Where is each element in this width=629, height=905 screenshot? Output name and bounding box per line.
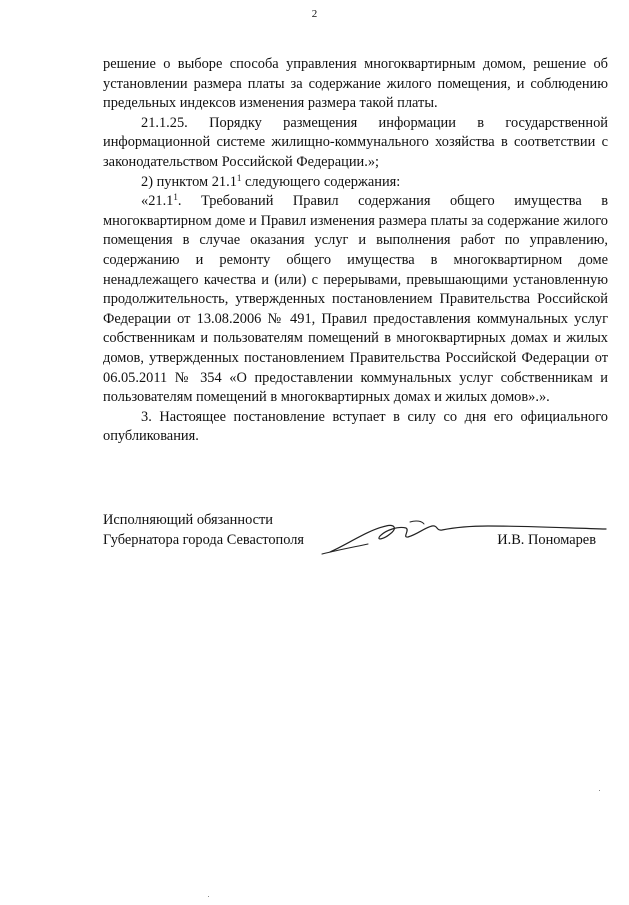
signatory-title [103, 511, 304, 550]
signatory-title-line-2: Губернатора города Севастополя [103, 531, 305, 548]
paragraph-4 [103, 192, 608, 408]
paragraph-2: 21.1.25. Порядку размещения информации в государственной информационной системе жилищно-коммунального хозяйства в соответствии с законодательством Российской Федерации.»; [103, 114, 608, 170]
paragraph-3 [103, 173, 608, 193]
paragraph-3-text-b: следующего содержания: [241, 173, 401, 190]
superscript: 1 [236, 172, 242, 183]
scan-speck [208, 896, 209, 897]
page-number: 2 [311, 8, 318, 20]
superscript: 1 [173, 192, 178, 203]
paragraph-4-text-a: «21.1 [141, 193, 174, 210]
paragraph-5: 3. Настоящее постановление вступает в силу со дня его официального опубликования. [103, 408, 608, 445]
document-body [103, 55, 608, 447]
signatory-name: И.В. Пономарев [497, 532, 596, 548]
signatory-title-line-1: Исполняющий обязанности [103, 512, 274, 528]
paragraph-1: решение о выборе способа управления многоквартирным домом, решение об установлении размера платы за содержание жилого помещения, и соблюдению предельных индексов изменения размера такой платы. [103, 56, 608, 112]
scan-speck [599, 790, 600, 791]
signature-block [103, 511, 608, 561]
paragraph-4-text-b: . Требований Правил содержания общего имущества в многоквартирном доме и Правил изменения размера платы за содержание жилого помещения в случае оказания услуг и выполнения работ по управлению, содержанию и ремонту общего имущества в многоквартирном доме ненадлежащего качества и (или) с перерывами, превышающими установленную продолжительность, утвержденных постановлением Правительства Российской Федерации от 13.08.2006 № 491, Правил предоставления коммунальных услуг собственникам и пользователям помещений в многоквартирных домах и жилых домов, утвержденных постановлением Правительства Российской Федерации от 06.05.2011 № 354 «О предоставлении коммунальных услуг собственникам и пользователям помещений в многоквартирных домах и жилых домов».». [103, 193, 608, 406]
paragraph-3-text-a: 2) пунктом 21.1 [141, 173, 237, 190]
